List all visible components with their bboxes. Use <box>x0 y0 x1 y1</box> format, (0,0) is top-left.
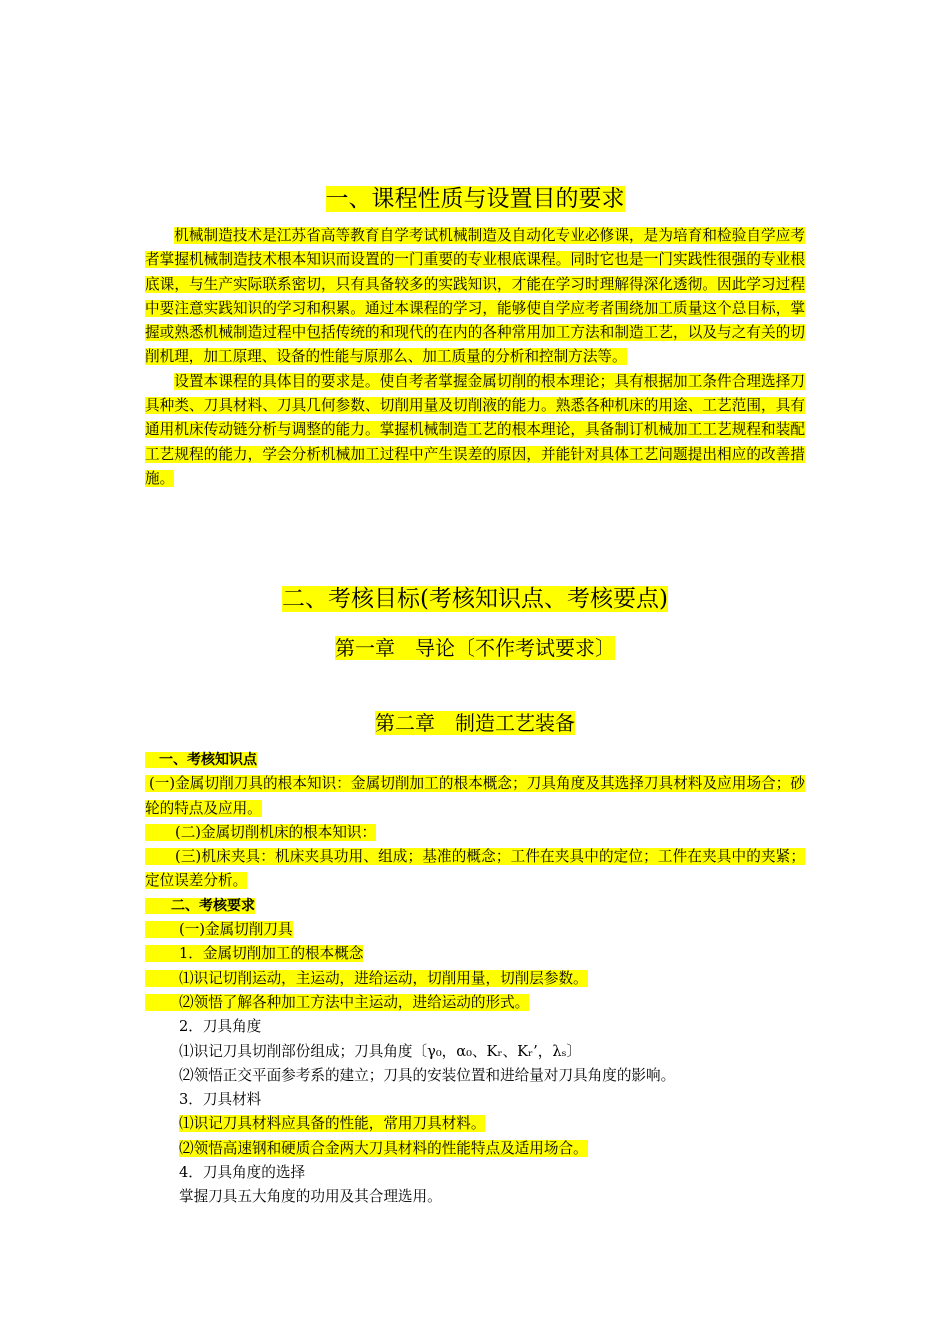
section1-title: 一、课程性质与设置目的要求 <box>325 186 625 212</box>
section1-paragraph-2: 设置本课程的具体目的要求是。使自考者掌握金属切削的根本理论；具有根据加工条件合理选择刀具种类、刀具材料、刀具几何参数、切削用量及切削液的能力。熟悉各种机床的用途、工艺范围，具有通用机床传动链分析与调整的能力。掌握机械制造工艺的根本理论，具备制订机械加工工艺规程和装配工艺规程的能力，学会分析机械加工过程中产生误差的原因，并能针对具体工艺问题提出相应的改善措施。 <box>145 372 805 487</box>
requirements-heading: 二、考核要求 <box>145 898 255 914</box>
requirement-1: (一)金属切削刀具 <box>145 918 805 942</box>
knowledge-item-2: (二)金属切削机床的根本知识： <box>145 821 805 845</box>
requirement-1-1b: ⑵领悟了解各种加工方法中主运动，进给运动的形式。 <box>145 991 805 1015</box>
requirement-1-1a: ⑴识记切削运动，主运动，进给运动，切削用量，切削层参数。 <box>145 967 805 991</box>
section1-title-row <box>0 184 950 214</box>
knowledge-item-3: (三)机床夹具：机床夹具功用、组成；基准的概念；工件在夹具中的定位；工件在夹具中的夹紧；定位误差分析。 <box>145 848 805 890</box>
knowledge-item-1: (一)金属切削刀具的根本知识：金属切削加工的根本概念；刀具角度及其选择刀具材料及应用场合；砂轮的特点及应用。 <box>145 775 805 817</box>
chapter2-body <box>145 748 805 1210</box>
requirement-1-3b: ⑵领悟高速钢和硬质合金两大刀具材料的性能特点及适用场合。 <box>179 1139 588 1157</box>
chapter2-title: 第二章 制造工艺装备 <box>375 711 575 735</box>
knowledge-heading: 一、考核知识点 <box>145 752 257 768</box>
section2-title-row <box>0 584 950 614</box>
requirements-heading-row <box>145 894 805 918</box>
chapter1-title: 第一章 导论〔不作考试要求〕 <box>335 636 615 660</box>
requirement-1-2: 2．刀具角度 <box>179 1018 262 1036</box>
chapter2-title-row <box>0 709 950 737</box>
requirement-1-2a: ⑴识记刀具切削部份组成；刀具角度〔γ₀，α₀、Kᵣ、Kᵣ’，λₛ〕 <box>179 1042 582 1060</box>
requirement-1-3a: ⑴识记刀具材料应具备的性能，常用刀具材料。 <box>179 1115 486 1133</box>
requirement-1-1: 1．金属切削加工的根本概念 <box>145 942 805 966</box>
knowledge-heading-row <box>145 748 805 772</box>
section2-title: 二、考核目标(考核知识点、考核要点) <box>282 586 668 612</box>
chapter1-title-row <box>0 634 950 662</box>
requirement-1-3: 3．刀具材料 <box>179 1091 262 1109</box>
requirement-1-2b: ⑵领悟正交平面参考系的建立；刀具的安装位置和进给量对刀具角度的影响。 <box>179 1066 676 1084</box>
section1-body <box>145 224 805 491</box>
section1-paragraph-1: 机械制造技术是江苏省高等教育自学考试机械制造及自动化专业必修课，是为培育和检验自学应考者掌握机械制造技术根本知识而设置的一门重要的专业根底课程。同时它也是一门实践性很强的专业根底课，与生产实际联系密切，只有具备较多的实践知识，才能在学习时理解得深化透彻。因此学习过程中要注意实践知识的学习和积累。通过本课程的学习，能够使自学应考者围绕加工质量这个总目标，掌握或熟悉机械制造过程中包括传统的和现代的在内的各种常用加工方法和制造工艺，以及与之有关的切削机理，加工原理、设备的性能与原那么、加工质量的分析和控制方法等。 <box>145 227 805 366</box>
requirement-1-4a: 掌握刀具五大角度的功用及其合理选用。 <box>179 1188 442 1206</box>
requirement-1-4: 4．刀具角度的选择 <box>179 1164 306 1182</box>
